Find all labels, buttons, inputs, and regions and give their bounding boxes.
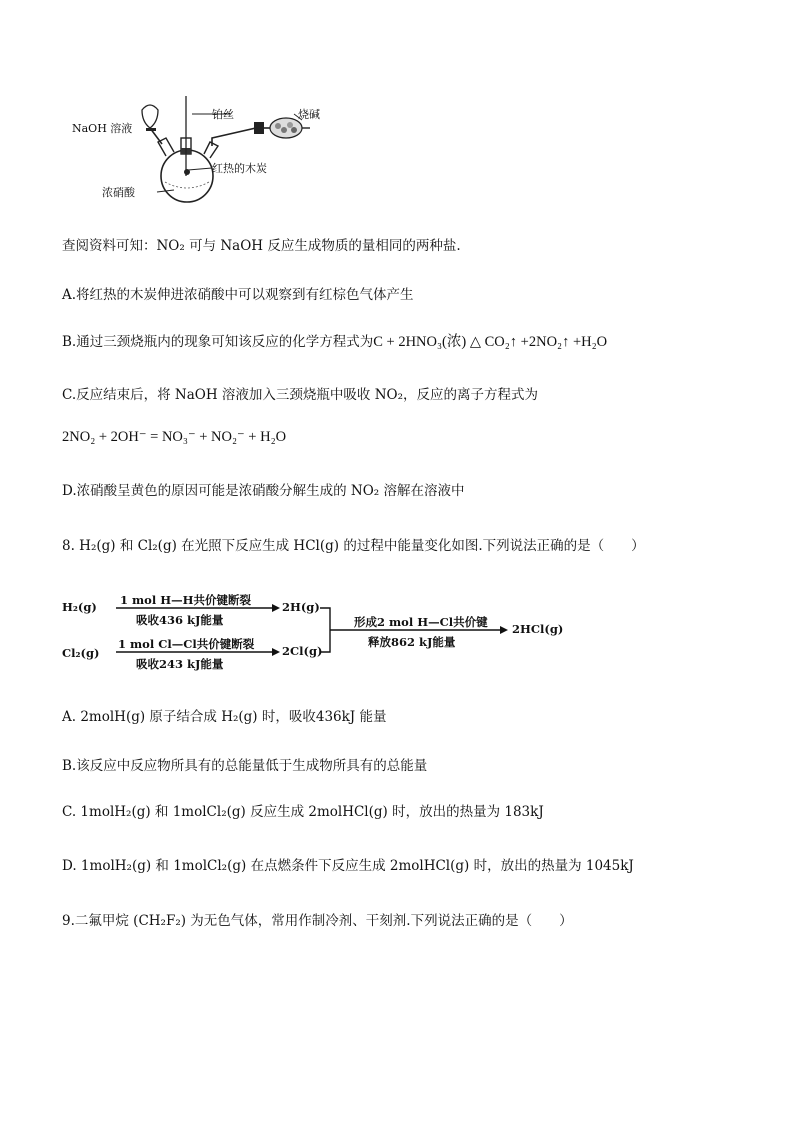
diagram-2cl: 2Cl(g) xyxy=(282,644,323,658)
diagram-release: 释放862 kJ能量 xyxy=(368,635,456,649)
diagram-h2: H₂(g) xyxy=(62,600,97,614)
diagram-cl2-break: 1 mol Cl—Cl共价键断裂 xyxy=(118,637,255,651)
q7-option-c: C.反应结束后，将 NaOH 溶液加入三颈烧瓶中吸收 NO₂，反应的离子方程式为 xyxy=(62,387,539,403)
q9-stem: 9.二氟甲烷 (CH₂F₂) 为无色气体，常用作制冷剂、干刻剂.下列说法正确的是（ ） xyxy=(62,913,573,929)
q7-option-b xyxy=(62,333,607,351)
diagram-cl2: Cl₂(g) xyxy=(62,646,100,660)
diagram-h2-energy: 吸收436 kJ能量 xyxy=(136,613,224,627)
q7-option-a: A.将红热的木炭伸进浓硝酸中可以观察到有红棕色气体产生 xyxy=(62,287,414,303)
label-acid: 浓硝酸 xyxy=(102,186,135,199)
diagram-product: 2HCl(g) xyxy=(512,622,564,636)
label-naoh: NaOH 溶液 xyxy=(72,122,133,135)
label-platinum: 铂丝 xyxy=(212,108,234,121)
diagram-h2-break: 1 mol H—H共价键断裂 xyxy=(120,593,251,607)
q8-stem: 8. H₂(g) 和 Cl₂(g) 在光照下反应生成 HCl(g) 的过程中能量变化如图.下列说法正确的是（ ） xyxy=(62,538,645,554)
q7-option-b-equation: C + 2HNO₃(浓) △ CO₂↑ +2NO₂↑ +H₂O xyxy=(373,334,608,350)
energy-diagram xyxy=(62,588,582,671)
q8-option-c: C. 1molH₂(g) 和 1molCl₂(g) 反应生成 2molHCl(g) 时，放出的热量为 183kJ xyxy=(62,804,544,820)
label-caustic: 烧碱 xyxy=(298,108,320,121)
q8-option-a: A. 2molH(g) 原子结合成 H₂(g) 时，吸收436kJ 能量 xyxy=(62,709,387,725)
q8-option-d: D. 1molH₂(g) 和 1molCl₂(g) 在点燃条件下反应生成 2molHCl(g) 时，放出的热量为 1045kJ xyxy=(62,858,634,874)
q7-option-c-equation: 2NO₂ + 2OH⁻ = NO₃⁻ + NO₂⁻ + H₂O xyxy=(62,429,287,445)
diagram-cl2-energy: 吸收243 kJ能量 xyxy=(136,657,224,671)
diagram-2h: 2H(g) xyxy=(282,600,320,614)
q7-option-b-text: B.通过三颈烧瓶内的现象可知该反应的化学方程式为 xyxy=(62,334,374,350)
info-note: 查阅资料可知：NO₂ 可与 NaOH 反应生成物质的量相同的两种盐. xyxy=(62,238,461,254)
label-charcoal: 红热的木炭 xyxy=(212,162,267,175)
q8-option-b: B.该反应中反应物所具有的总能量低于生成物所具有的总能量 xyxy=(62,758,428,774)
q7-option-d: D.浓硝酸呈黄色的原因可能是浓硝酸分解生成的 NO₂ 溶解在溶液中 xyxy=(62,483,465,499)
apparatus-figure xyxy=(62,92,342,210)
diagram-form-bond: 形成2 mol H—Cl共价键 xyxy=(354,615,488,629)
